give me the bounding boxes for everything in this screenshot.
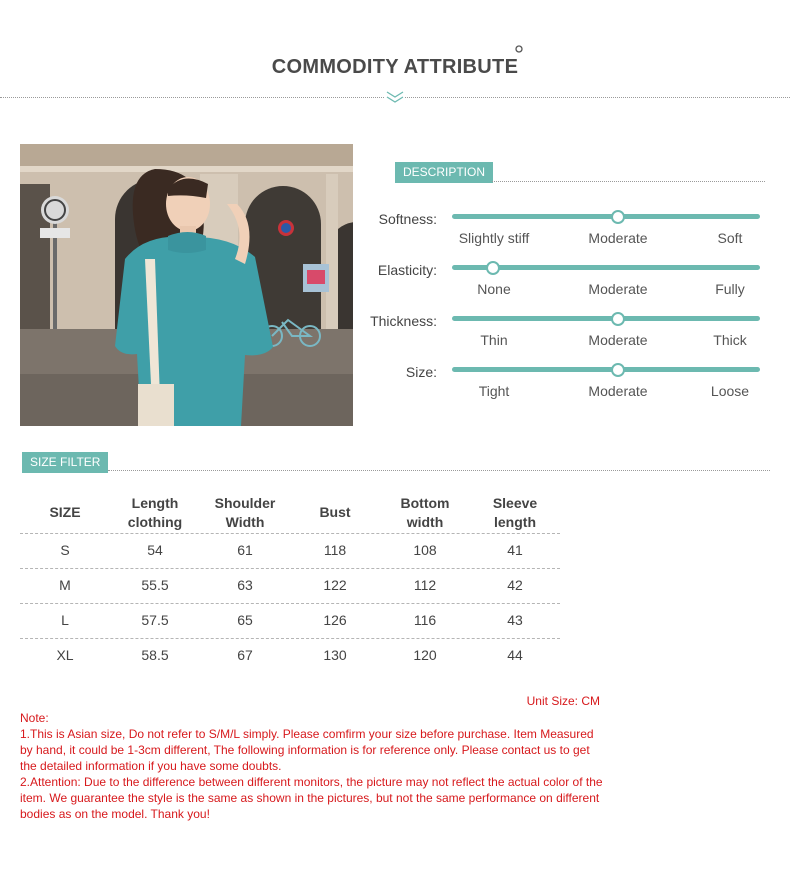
attribute-level-marker bbox=[611, 312, 625, 326]
attribute-track bbox=[452, 316, 760, 321]
attribute-option-high: Loose bbox=[710, 383, 750, 399]
table-header-line: Bottom bbox=[400, 495, 450, 511]
table-cell: 118 bbox=[323, 542, 347, 558]
attribute-label: Elasticity: bbox=[377, 262, 437, 278]
table-cell: 43 bbox=[507, 612, 523, 628]
table-cell: S bbox=[60, 542, 70, 558]
attribute-option-low: Tight bbox=[478, 383, 510, 399]
table-header-shoulder bbox=[200, 494, 290, 532]
attribute-level-marker bbox=[611, 210, 625, 224]
table-header-line: Width bbox=[225, 514, 265, 530]
table-cell: 120 bbox=[413, 647, 437, 663]
notes-block bbox=[20, 710, 605, 822]
table-header-bust: Bust bbox=[319, 504, 351, 520]
attribute-option-mid: Moderate bbox=[588, 281, 648, 297]
product-photo bbox=[20, 144, 353, 426]
table-cell: 42 bbox=[507, 577, 523, 593]
table-header-size: SIZE bbox=[49, 504, 81, 520]
attribute-label: Softness: bbox=[378, 211, 437, 227]
table-cell: 61 bbox=[237, 542, 253, 558]
chevron-down-icon bbox=[385, 90, 405, 104]
table-row bbox=[20, 612, 560, 632]
table-header-length bbox=[110, 494, 200, 532]
table-header-bottom bbox=[380, 494, 470, 532]
table-cell: 112 bbox=[413, 577, 437, 593]
note-item-2: 2.Attention: Due to the difference between different monitors, the picture may not reflect the actual color of the item. We guarantee the style is the same as shown in the pictures, but not the same performance on different bodies as on the model. Thank you! bbox=[20, 775, 603, 821]
attribute-row-softness bbox=[352, 210, 762, 254]
attribute-option-low: Slightly stiff bbox=[458, 230, 530, 246]
size-filter-tag: SIZE FILTER bbox=[22, 452, 108, 473]
table-cell: 58.5 bbox=[141, 647, 169, 663]
attribute-row-thickness bbox=[352, 312, 762, 356]
attribute-row-size bbox=[352, 363, 762, 407]
attribute-label: Thickness: bbox=[370, 313, 437, 329]
attribute-option-high: Soft bbox=[717, 230, 743, 246]
table-row bbox=[20, 647, 560, 667]
note-heading: Note: bbox=[20, 711, 49, 725]
attribute-option-mid: Moderate bbox=[588, 230, 648, 246]
table-cell: M bbox=[59, 577, 71, 593]
table-cell: 44 bbox=[507, 647, 523, 663]
page-title: COMMODITY ATTRIBUTE bbox=[271, 56, 519, 78]
table-header-line: Length bbox=[131, 495, 179, 511]
description-divider bbox=[492, 181, 765, 182]
degree-circle-icon bbox=[514, 44, 524, 54]
attribute-option-mid: Moderate bbox=[588, 383, 648, 399]
table-row bbox=[20, 542, 560, 562]
table-cell: 55.5 bbox=[141, 577, 169, 593]
table-header-line: Sleeve bbox=[492, 495, 538, 511]
table-divider bbox=[20, 533, 560, 534]
table-cell: 57.5 bbox=[141, 612, 169, 628]
size-filter-divider bbox=[108, 470, 770, 471]
table-divider bbox=[20, 638, 560, 639]
attribute-level-marker bbox=[486, 261, 500, 275]
table-header-line: Shoulder bbox=[214, 495, 276, 511]
attribute-track bbox=[452, 367, 760, 372]
unit-size-label: Unit Size: CM bbox=[526, 694, 600, 708]
description-tag: DESCRIPTION bbox=[395, 162, 493, 183]
attribute-row-elasticity bbox=[352, 261, 762, 305]
attribute-label: Size: bbox=[405, 364, 437, 380]
table-cell: 108 bbox=[413, 542, 437, 558]
table-cell: 41 bbox=[507, 542, 523, 558]
attribute-option-mid: Moderate bbox=[588, 332, 648, 348]
table-cell: 122 bbox=[323, 577, 347, 593]
attribute-track bbox=[452, 214, 760, 219]
table-header-sleeve bbox=[470, 494, 560, 532]
table-cell: 65 bbox=[237, 612, 253, 628]
attribute-option-low: Thin bbox=[480, 332, 508, 348]
table-header-line: clothing bbox=[127, 514, 183, 530]
attribute-option-high: Thick bbox=[713, 332, 747, 348]
table-cell: L bbox=[61, 612, 69, 628]
table-header-line: length bbox=[494, 514, 536, 530]
table-divider bbox=[20, 568, 560, 569]
attribute-option-low: None bbox=[477, 281, 511, 297]
table-cell: XL bbox=[56, 647, 74, 663]
table-cell: 54 bbox=[147, 542, 163, 558]
table-cell: 63 bbox=[237, 577, 253, 593]
table-cell: 126 bbox=[323, 612, 347, 628]
table-cell: 67 bbox=[237, 647, 253, 663]
attribute-option-high: Fully bbox=[715, 281, 745, 297]
table-row bbox=[20, 577, 560, 597]
attribute-level-marker bbox=[611, 363, 625, 377]
table-cell: 116 bbox=[413, 612, 437, 628]
table-divider bbox=[20, 603, 560, 604]
table-cell: 130 bbox=[323, 647, 347, 663]
table-header-line: width bbox=[406, 514, 444, 530]
note-item-1: 1.This is Asian size, Do not refer to S/M/L simply. Please comfirm your size before purchase. Item Measured by hand, it could be 1-3cm different, The following information is for reference only. Please contact us to get the detailed information if you have some doubts. bbox=[20, 727, 594, 773]
